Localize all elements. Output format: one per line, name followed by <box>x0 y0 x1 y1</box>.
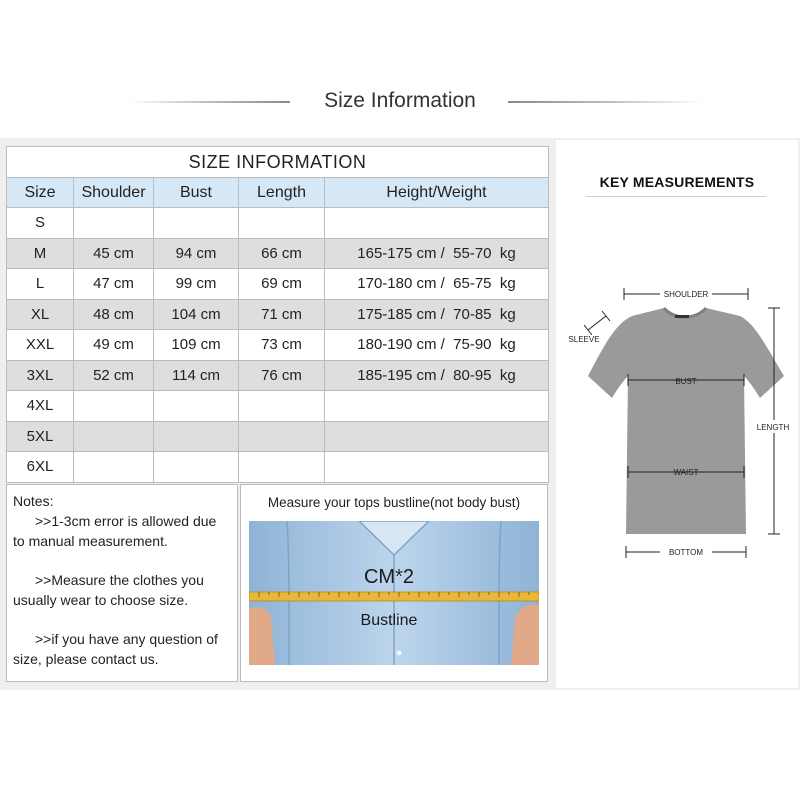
size-cell: M <box>7 238 74 269</box>
size-cell: XXL <box>7 330 74 361</box>
header-divider-right <box>508 101 704 103</box>
shirt-measure-photo <box>249 521 539 665</box>
value-cell <box>154 452 239 483</box>
value-cell: 175-185 cm / 70-85 kg <box>325 299 549 330</box>
table-row <box>7 360 549 391</box>
note-rest: usually wear to choose size. <box>13 592 189 608</box>
size-cell: 5XL <box>7 421 74 452</box>
value-cell <box>154 391 239 422</box>
length-label: LENGTH <box>756 423 790 432</box>
note-rest: to manual measurement. <box>13 533 168 549</box>
bust-label: BUST <box>675 377 697 386</box>
key-measurements-panel <box>556 140 798 688</box>
note-lead: >>Measure the clothes you <box>35 572 204 588</box>
table-row <box>7 238 549 269</box>
value-cell: 47 cm <box>74 269 154 300</box>
tshirt-diagram <box>556 140 798 688</box>
sleeve-label: SLEEVE <box>568 335 600 344</box>
column-header: Size <box>7 178 74 208</box>
table-row <box>7 421 549 452</box>
value-cell: 109 cm <box>154 330 239 361</box>
header-divider-left <box>128 101 290 103</box>
table-caption: SIZE INFORMATION <box>7 147 549 178</box>
value-cell: 73 cm <box>239 330 325 361</box>
value-cell: 114 cm <box>154 360 239 391</box>
value-cell: 45 cm <box>74 238 154 269</box>
size-cell: XL <box>7 299 74 330</box>
table-row <box>7 299 549 330</box>
column-header: Height/Weight <box>325 178 549 208</box>
table-row <box>7 330 549 361</box>
value-cell: 99 cm <box>154 269 239 300</box>
table-header-row <box>7 178 549 208</box>
value-cell <box>325 391 549 422</box>
notes-heading: Notes: <box>13 493 54 509</box>
shoulder-measure <box>624 288 748 300</box>
note-lead: >>1-3cm error is allowed due <box>35 513 217 529</box>
shoulder-label: SHOULDER <box>663 290 709 299</box>
bottom-label: BOTTOM <box>668 548 704 557</box>
value-cell <box>239 421 325 452</box>
size-cell: 3XL <box>7 360 74 391</box>
value-cell <box>325 452 549 483</box>
sleeve-measure <box>568 311 610 344</box>
value-cell: 48 cm <box>74 299 154 330</box>
note-item <box>13 570 233 610</box>
column-header: Shoulder <box>74 178 154 208</box>
value-cell <box>74 452 154 483</box>
value-cell: 66 cm <box>239 238 325 269</box>
value-cell <box>74 391 154 422</box>
note-item <box>13 629 233 669</box>
value-cell: 185-195 cm / 80-95 kg <box>325 360 549 391</box>
key-measurements-title: KEY MEASUREMENTS <box>599 174 755 190</box>
note-item <box>13 511 233 551</box>
bottom-measure <box>626 546 746 558</box>
value-cell <box>239 452 325 483</box>
column-header: Bust <box>154 178 239 208</box>
value-cell <box>239 391 325 422</box>
value-cell: 76 cm <box>239 360 325 391</box>
value-cell: 165-175 cm / 55-70 kg <box>325 238 549 269</box>
value-cell: 71 cm <box>239 299 325 330</box>
value-cell <box>74 208 154 239</box>
value-cell <box>325 208 549 239</box>
size-cell: 4XL <box>7 391 74 422</box>
table-row <box>7 208 549 239</box>
value-cell: 52 cm <box>74 360 154 391</box>
value-cell: 69 cm <box>239 269 325 300</box>
note-lead: >>if you have any question of <box>35 631 218 647</box>
value-cell <box>74 421 154 452</box>
value-cell: 180-190 cm / 75-90 kg <box>325 330 549 361</box>
table-row <box>7 452 549 483</box>
value-cell: 170-180 cm / 65-75 kg <box>325 269 549 300</box>
bustline-cm-label: CM*2 <box>363 566 415 588</box>
bustline-guide <box>240 484 548 682</box>
page-header <box>0 80 800 124</box>
value-cell <box>154 421 239 452</box>
size-table <box>6 146 549 483</box>
note-rest: size, please contact us. <box>13 651 159 667</box>
waist-label: WAIST <box>673 468 699 477</box>
bustline-caption: Measure your tops bustline(not body bust) <box>267 495 521 510</box>
value-cell <box>154 208 239 239</box>
table-row <box>7 391 549 422</box>
shirt-button <box>397 651 402 656</box>
value-cell: 104 cm <box>154 299 239 330</box>
tshirt-label <box>675 315 689 318</box>
value-cell: 49 cm <box>74 330 154 361</box>
value-cell <box>239 208 325 239</box>
size-cell: S <box>7 208 74 239</box>
size-cell: L <box>7 269 74 300</box>
value-cell: 94 cm <box>154 238 239 269</box>
value-cell <box>325 421 549 452</box>
table-row <box>7 269 549 300</box>
size-cell: 6XL <box>7 452 74 483</box>
notes-box <box>6 484 238 682</box>
measuring-tape <box>249 592 539 601</box>
bustline-label: Bustline <box>360 612 418 629</box>
page-title: Size Information <box>324 89 476 112</box>
column-header: Length <box>239 178 325 208</box>
